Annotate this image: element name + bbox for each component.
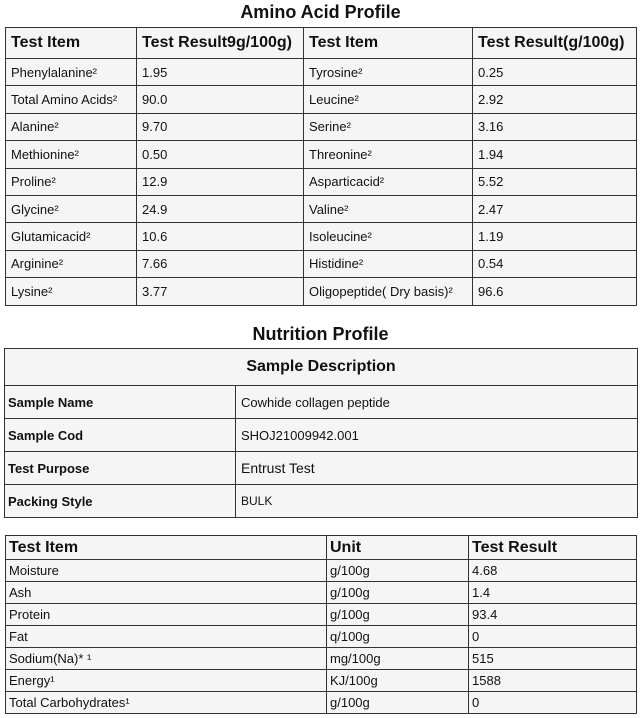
amino-name: Alanine² xyxy=(6,113,137,140)
nutrition-results-table xyxy=(5,535,637,714)
table-row xyxy=(6,560,637,582)
amino-value: 24.9 xyxy=(137,195,304,222)
sample-value: BULK xyxy=(236,485,638,518)
amino-name: Methionine² xyxy=(6,141,137,168)
sample-value: SHOJ21009942.001 xyxy=(236,419,638,452)
amino-value: 2.47 xyxy=(473,195,637,222)
table-row xyxy=(6,692,637,714)
amino-name: Histidine² xyxy=(304,250,473,277)
sample-label: Sample Cod xyxy=(5,419,236,452)
amino-value: 7.66 xyxy=(137,250,304,277)
nutrient-unit: g/100g xyxy=(327,560,469,582)
table-row xyxy=(6,59,637,86)
nutrient-name: Total Carbohydrates¹ xyxy=(6,692,327,714)
sample-description-table xyxy=(4,348,638,518)
table-row xyxy=(6,604,637,626)
table-row xyxy=(6,648,637,670)
column-header: Test Result(g/100g) xyxy=(473,28,637,59)
nutrition-header-row xyxy=(6,536,637,560)
nutrient-unit: g/100g xyxy=(327,604,469,626)
sample-heading-row xyxy=(5,349,638,386)
column-header: Test Item xyxy=(304,28,473,59)
table-row xyxy=(6,86,637,113)
nutrient-unit: g/100g xyxy=(327,582,469,604)
table-row xyxy=(6,223,637,250)
table-row xyxy=(5,386,638,419)
amino-value: 96.6 xyxy=(473,278,637,305)
table-row xyxy=(6,582,637,604)
amino-value: 3.77 xyxy=(137,278,304,305)
nutrient-name: Protein xyxy=(6,604,327,626)
amino-value: 1.95 xyxy=(137,59,304,86)
amino-acid-table xyxy=(5,27,637,306)
sample-value: Entrust Test xyxy=(236,452,638,485)
amino-value: 9.70 xyxy=(137,113,304,140)
amino-value: 1.19 xyxy=(473,223,637,250)
amino-value: 0.50 xyxy=(137,141,304,168)
amino-name: Threonine² xyxy=(304,141,473,168)
nutrient-result: 1.4 xyxy=(469,582,637,604)
amino-name: Proline² xyxy=(6,168,137,195)
amino-name: Glutamicacid² xyxy=(6,223,137,250)
table-row xyxy=(6,141,637,168)
sample-label: Packing Style xyxy=(5,485,236,518)
nutrition-profile-title: Nutrition Profile xyxy=(252,324,389,344)
amino-name: Total Amino Acids² xyxy=(6,86,137,113)
table-row xyxy=(6,195,637,222)
amino-name: Oligopeptide( Dry basis)² xyxy=(304,278,473,305)
sample-value: Cowhide collagen peptide xyxy=(236,386,638,419)
amino-name: Glycine² xyxy=(6,195,137,222)
amino-name: Serine² xyxy=(304,113,473,140)
sample-label: Test Purpose xyxy=(5,452,236,485)
nutrient-result: 4.68 xyxy=(469,560,637,582)
amino-value: 0.25 xyxy=(473,59,637,86)
table-row xyxy=(6,113,637,140)
amino-value: 5.52 xyxy=(473,168,637,195)
nutrient-result: 1588 xyxy=(469,670,637,692)
nutrient-result: 0 xyxy=(469,692,637,714)
nutrient-unit: g/100g xyxy=(327,692,469,714)
sample-label: Sample Name xyxy=(5,386,236,419)
column-header: Test Result xyxy=(469,536,637,560)
amino-name: Asparticacid² xyxy=(304,168,473,195)
table-row xyxy=(5,452,638,485)
amino-value: 10.6 xyxy=(137,223,304,250)
nutrient-result: 515 xyxy=(469,648,637,670)
table-row xyxy=(6,626,637,648)
table-row xyxy=(6,670,637,692)
column-header: Test Item xyxy=(6,536,327,560)
amino-value: 90.0 xyxy=(137,86,304,113)
amino-acid-profile-title: Amino Acid Profile xyxy=(240,2,401,22)
table-row xyxy=(5,419,638,452)
amino-value: 3.16 xyxy=(473,113,637,140)
amino-name: Arginine² xyxy=(6,250,137,277)
amino-name: Valine² xyxy=(304,195,473,222)
amino-value: 1.94 xyxy=(473,141,637,168)
nutrient-unit: q/100g xyxy=(327,626,469,648)
amino-value: 12.9 xyxy=(137,168,304,195)
column-header: Test Result9g/100g) xyxy=(137,28,304,59)
nutrient-name: Moisture xyxy=(6,560,327,582)
nutrient-name: Fat xyxy=(6,626,327,648)
sample-description-heading: Sample Description xyxy=(5,349,638,386)
column-header: Test Item xyxy=(6,28,137,59)
nutrient-unit: mg/100g xyxy=(327,648,469,670)
table-row xyxy=(6,250,637,277)
amino-value: 2.92 xyxy=(473,86,637,113)
nutrient-result: 0 xyxy=(469,626,637,648)
column-header: Unit xyxy=(327,536,469,560)
nutrient-name: Energy¹ xyxy=(6,670,327,692)
nutrient-unit: KJ/100g xyxy=(327,670,469,692)
table-row xyxy=(6,278,637,305)
amino-name: Leucine² xyxy=(304,86,473,113)
amino-value: 0.54 xyxy=(473,250,637,277)
amino-header-row xyxy=(6,28,637,59)
table-row xyxy=(6,168,637,195)
nutrient-name: Sodium(Na)* ¹ xyxy=(6,648,327,670)
amino-name: Phenylalanine² xyxy=(6,59,137,86)
amino-name: Isoleucine² xyxy=(304,223,473,250)
nutrient-result: 93.4 xyxy=(469,604,637,626)
nutrient-name: Ash xyxy=(6,582,327,604)
amino-name: Tyrosine² xyxy=(304,59,473,86)
amino-name: Lysine² xyxy=(6,278,137,305)
table-row xyxy=(5,485,638,518)
